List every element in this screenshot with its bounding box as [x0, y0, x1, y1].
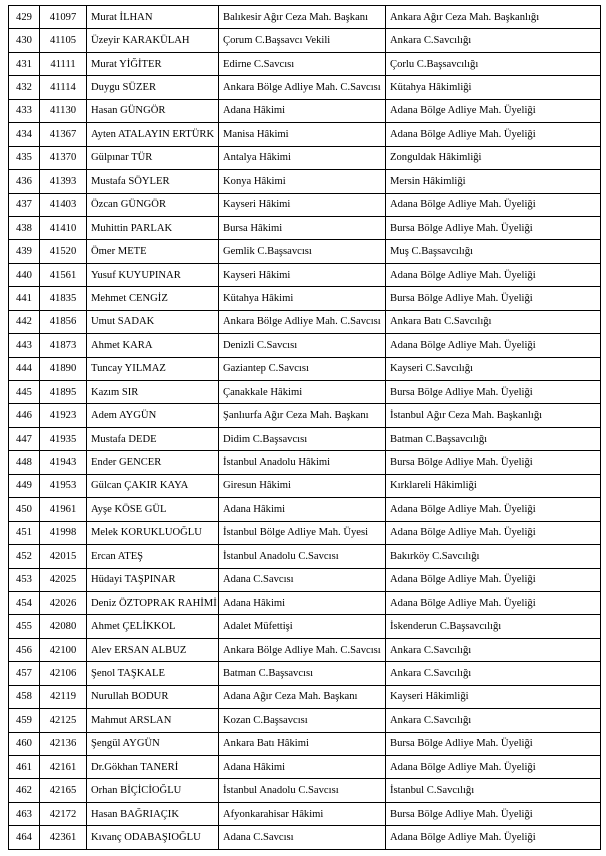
registry-number-cell: 42136 [40, 732, 87, 755]
table-row [9, 826, 601, 849]
new-position-cell: Zonguldak Hâkimliği [386, 146, 601, 169]
registry-number-cell: 42106 [40, 662, 87, 685]
row-number-cell: 433 [9, 99, 40, 122]
new-position-cell: Batman C.Başsavcılığı [386, 427, 601, 450]
registry-number-cell: 41890 [40, 357, 87, 380]
new-position-cell: Adana Bölge Adliye Mah. Üyeliği [386, 591, 601, 614]
table-row [9, 545, 601, 568]
person-name-cell: Ayşe KÖSE GÜL [87, 498, 219, 521]
registry-number-cell: 41367 [40, 123, 87, 146]
row-number-cell: 442 [9, 310, 40, 333]
table-row [9, 123, 601, 146]
registry-number-cell: 41935 [40, 427, 87, 450]
table-row [9, 498, 601, 521]
new-position-cell: Bursa Bölge Adliye Mah. Üyeliği [386, 802, 601, 825]
row-number-cell: 449 [9, 474, 40, 497]
new-position-cell: Adana Bölge Adliye Mah. Üyeliği [386, 334, 601, 357]
registry-number-cell: 42080 [40, 615, 87, 638]
current-position-cell: Adana Hâkimi [219, 591, 386, 614]
row-number-cell: 438 [9, 216, 40, 239]
table-row [9, 404, 601, 427]
registry-number-cell: 41895 [40, 381, 87, 404]
table-row [9, 357, 601, 380]
person-name-cell: Ömer METE [87, 240, 219, 263]
table-row [9, 451, 601, 474]
row-number-cell: 441 [9, 287, 40, 310]
person-name-cell: Melek KORUKLUOĞLU [87, 521, 219, 544]
row-number-cell: 436 [9, 170, 40, 193]
registry-number-cell: 41873 [40, 334, 87, 357]
registry-number-cell: 41998 [40, 521, 87, 544]
current-position-cell: Adana C.Savcısı [219, 568, 386, 591]
row-number-cell: 450 [9, 498, 40, 521]
person-name-cell: Kıvanç ODABAŞIOĞLU [87, 826, 219, 849]
new-position-cell: İstanbul C.Savcılığı [386, 779, 601, 802]
table-row [9, 146, 601, 169]
row-number-cell: 439 [9, 240, 40, 263]
registry-number-cell: 42361 [40, 826, 87, 849]
registry-number-cell: 42025 [40, 568, 87, 591]
current-position-cell: Adalet Müfettişi [219, 615, 386, 638]
person-name-cell: Mehmet CENGİZ [87, 287, 219, 310]
table-row [9, 52, 601, 75]
registry-number-cell: 41097 [40, 6, 87, 29]
new-position-cell: Çorlu C.Başsavcılığı [386, 52, 601, 75]
current-position-cell: İstanbul Anadolu C.Savcısı [219, 779, 386, 802]
registry-number-cell: 41393 [40, 170, 87, 193]
current-position-cell: Ankara Bölge Adliye Mah. C.Savcısı [219, 76, 386, 99]
registry-number-cell: 41370 [40, 146, 87, 169]
current-position-cell: Gemlik C.Başsavcısı [219, 240, 386, 263]
new-position-cell: Adana Bölge Adliye Mah. Üyeliği [386, 99, 601, 122]
new-position-cell: Muş C.Başsavcılığı [386, 240, 601, 263]
registry-number-cell: 41961 [40, 498, 87, 521]
registry-number-cell: 41403 [40, 193, 87, 216]
row-number-cell: 444 [9, 357, 40, 380]
registry-number-cell: 41105 [40, 29, 87, 52]
new-position-cell: Adana Bölge Adliye Mah. Üyeliği [386, 756, 601, 779]
current-position-cell: Kayseri Hâkimi [219, 193, 386, 216]
person-name-cell: Mustafa SÖYLER [87, 170, 219, 193]
row-number-cell: 456 [9, 638, 40, 661]
person-name-cell: Hüdayi TAŞPINAR [87, 568, 219, 591]
current-position-cell: Antalya Hâkimi [219, 146, 386, 169]
registry-number-cell: 41856 [40, 310, 87, 333]
row-number-cell: 457 [9, 662, 40, 685]
new-position-cell: Kırklareli Hâkimliği [386, 474, 601, 497]
current-position-cell: Adana Ağır Ceza Mah. Başkanı [219, 685, 386, 708]
current-position-cell: İstanbul Anadolu Hâkimi [219, 451, 386, 474]
row-number-cell: 434 [9, 123, 40, 146]
new-position-cell: Bursa Bölge Adliye Mah. Üyeliği [386, 287, 601, 310]
table-row [9, 638, 601, 661]
row-number-cell: 432 [9, 76, 40, 99]
row-number-cell: 455 [9, 615, 40, 638]
person-name-cell: Dr.Gökhan TANERİ [87, 756, 219, 779]
new-position-cell: Ankara Ağır Ceza Mah. Başkanlığı [386, 6, 601, 29]
current-position-cell: Çorum C.Başsavcı Vekili [219, 29, 386, 52]
row-number-cell: 435 [9, 146, 40, 169]
table-row [9, 615, 601, 638]
person-name-cell: Murat İLHAN [87, 6, 219, 29]
table-row [9, 334, 601, 357]
person-name-cell: Deniz ÖZTOPRAK RAHİMİ [87, 591, 219, 614]
row-number-cell: 464 [9, 826, 40, 849]
row-number-cell: 462 [9, 779, 40, 802]
current-position-cell: Denizli C.Savcısı [219, 334, 386, 357]
person-name-cell: Gülpınar TÜR [87, 146, 219, 169]
person-name-cell: Üzeyir KARAKÜLAH [87, 29, 219, 52]
new-position-cell: Adana Bölge Adliye Mah. Üyeliği [386, 123, 601, 146]
new-position-cell: Kayseri Hâkimliği [386, 685, 601, 708]
current-position-cell: Adana Hâkimi [219, 99, 386, 122]
new-position-cell: Ankara C.Savcılığı [386, 638, 601, 661]
new-position-cell: Adana Bölge Adliye Mah. Üyeliği [386, 193, 601, 216]
current-position-cell: Konya Hâkimi [219, 170, 386, 193]
new-position-cell: Ankara C.Savcılığı [386, 29, 601, 52]
current-position-cell: Çanakkale Hâkimi [219, 381, 386, 404]
person-name-cell: Mustafa DEDE [87, 427, 219, 450]
table-row [9, 568, 601, 591]
current-position-cell: Kütahya Hâkimi [219, 287, 386, 310]
table-row [9, 170, 601, 193]
person-name-cell: Mahmut ARSLAN [87, 709, 219, 732]
person-name-cell: Gülcan ÇAKIR KAYA [87, 474, 219, 497]
table-row [9, 193, 601, 216]
table-row [9, 685, 601, 708]
table-row [9, 76, 601, 99]
row-number-cell: 460 [9, 732, 40, 755]
new-position-cell: Bursa Bölge Adliye Mah. Üyeliği [386, 732, 601, 755]
person-name-cell: Orhan BİÇİCİOĞLU [87, 779, 219, 802]
person-name-cell: Alev ERSAN ALBUZ [87, 638, 219, 661]
row-number-cell: 430 [9, 29, 40, 52]
row-number-cell: 452 [9, 545, 40, 568]
current-position-cell: Edirne C.Savcısı [219, 52, 386, 75]
row-number-cell: 448 [9, 451, 40, 474]
registry-number-cell: 41410 [40, 216, 87, 239]
registry-number-cell: 41835 [40, 287, 87, 310]
new-position-cell: Kütahya Hâkimliği [386, 76, 601, 99]
new-position-cell: Bursa Bölge Adliye Mah. Üyeliği [386, 216, 601, 239]
table-row [9, 802, 601, 825]
table-row [9, 427, 601, 450]
current-position-cell: Balıkesir Ağır Ceza Mah. Başkanı [219, 6, 386, 29]
current-position-cell: Giresun Hâkimi [219, 474, 386, 497]
table-row [9, 756, 601, 779]
row-number-cell: 446 [9, 404, 40, 427]
current-position-cell: Ankara Bölge Adliye Mah. C.Savcısı [219, 310, 386, 333]
table-row [9, 216, 601, 239]
current-position-cell: Bursa Hâkimi [219, 216, 386, 239]
registry-number-cell: 41114 [40, 76, 87, 99]
current-position-cell: Ankara Bölge Adliye Mah. C.Savcısı [219, 638, 386, 661]
table-row [9, 709, 601, 732]
new-position-cell: Adana Bölge Adliye Mah. Üyeliği [386, 826, 601, 849]
table-row [9, 591, 601, 614]
row-number-cell: 431 [9, 52, 40, 75]
registry-number-cell: 42026 [40, 591, 87, 614]
row-number-cell: 459 [9, 709, 40, 732]
person-name-cell: Hasan GÜNGÖR [87, 99, 219, 122]
current-position-cell: Ankara Batı Hâkimi [219, 732, 386, 755]
table-row [9, 521, 601, 544]
registry-number-cell: 41520 [40, 240, 87, 263]
registry-number-cell: 42172 [40, 802, 87, 825]
current-position-cell: Kayseri Hâkimi [219, 263, 386, 286]
row-number-cell: 445 [9, 381, 40, 404]
registry-number-cell: 42119 [40, 685, 87, 708]
current-position-cell: Adana Hâkimi [219, 498, 386, 521]
new-position-cell: Adana Bölge Adliye Mah. Üyeliği [386, 568, 601, 591]
registry-number-cell: 41561 [40, 263, 87, 286]
person-name-cell: Nurullah BODUR [87, 685, 219, 708]
person-name-cell: Hasan BAĞRIAÇIK [87, 802, 219, 825]
table-row [9, 732, 601, 755]
registry-number-cell: 42161 [40, 756, 87, 779]
table-row [9, 99, 601, 122]
table-row [9, 29, 601, 52]
table-row [9, 381, 601, 404]
new-position-cell: Ankara C.Savcılığı [386, 662, 601, 685]
current-position-cell: Kozan C.Başsavcısı [219, 709, 386, 732]
row-number-cell: 443 [9, 334, 40, 357]
new-position-cell: Bursa Bölge Adliye Mah. Üyeliği [386, 381, 601, 404]
registry-number-cell: 41130 [40, 99, 87, 122]
current-position-cell: Gaziantep C.Savcısı [219, 357, 386, 380]
new-position-cell: Adana Bölge Adliye Mah. Üyeliği [386, 263, 601, 286]
appointment-table-body [9, 6, 601, 850]
table-row [9, 474, 601, 497]
registry-number-cell: 42015 [40, 545, 87, 568]
table-row [9, 240, 601, 263]
new-position-cell: Bursa Bölge Adliye Mah. Üyeliği [386, 451, 601, 474]
person-name-cell: Ayten ATALAYIN ERTÜRK [87, 123, 219, 146]
new-position-cell: İstanbul Ağır Ceza Mah. Başkanlığı [386, 404, 601, 427]
new-position-cell: Mersin Hâkimliği [386, 170, 601, 193]
new-position-cell: Ankara Batı C.Savcılığı [386, 310, 601, 333]
registry-number-cell: 42125 [40, 709, 87, 732]
table-row [9, 662, 601, 685]
table-row [9, 779, 601, 802]
current-position-cell: İstanbul Anadolu C.Savcısı [219, 545, 386, 568]
row-number-cell: 440 [9, 263, 40, 286]
person-name-cell: Tuncay YILMAZ [87, 357, 219, 380]
registry-number-cell: 42165 [40, 779, 87, 802]
registry-number-cell: 41111 [40, 52, 87, 75]
row-number-cell: 461 [9, 756, 40, 779]
row-number-cell: 447 [9, 427, 40, 450]
person-name-cell: Adem AYGÜN [87, 404, 219, 427]
person-name-cell: Özcan GÜNGÖR [87, 193, 219, 216]
person-name-cell: Murat YİĞİTER [87, 52, 219, 75]
row-number-cell: 429 [9, 6, 40, 29]
row-number-cell: 453 [9, 568, 40, 591]
person-name-cell: Şengül AYGÜN [87, 732, 219, 755]
new-position-cell: Adana Bölge Adliye Mah. Üyeliği [386, 521, 601, 544]
current-position-cell: Manisa Hâkimi [219, 123, 386, 146]
person-name-cell: Muhittin PARLAK [87, 216, 219, 239]
row-number-cell: 454 [9, 591, 40, 614]
new-position-cell: Bakırköy C.Savcılığı [386, 545, 601, 568]
new-position-cell: İskenderun C.Başsavcılığı [386, 615, 601, 638]
person-name-cell: Kazım SIR [87, 381, 219, 404]
person-name-cell: Ender GENCER [87, 451, 219, 474]
row-number-cell: 463 [9, 802, 40, 825]
current-position-cell: Şanlıurfa Ağır Ceza Mah. Başkanı [219, 404, 386, 427]
person-name-cell: Ahmet KARA [87, 334, 219, 357]
registry-number-cell: 41923 [40, 404, 87, 427]
current-position-cell: Adana C.Savcısı [219, 826, 386, 849]
appointment-list-page [8, 5, 600, 850]
current-position-cell: Adana Hâkimi [219, 756, 386, 779]
table-row [9, 263, 601, 286]
table-row [9, 6, 601, 29]
person-name-cell: Ercan ATEŞ [87, 545, 219, 568]
table-row [9, 287, 601, 310]
new-position-cell: Kayseri C.Savcılığı [386, 357, 601, 380]
registry-number-cell: 41953 [40, 474, 87, 497]
table-row [9, 310, 601, 333]
current-position-cell: Afyonkarahisar Hâkimi [219, 802, 386, 825]
person-name-cell: Yusuf KUYUPINAR [87, 263, 219, 286]
row-number-cell: 458 [9, 685, 40, 708]
new-position-cell: Ankara C.Savcılığı [386, 709, 601, 732]
person-name-cell: Şenol TAŞKALE [87, 662, 219, 685]
registry-number-cell: 42100 [40, 638, 87, 661]
new-position-cell: Adana Bölge Adliye Mah. Üyeliği [386, 498, 601, 521]
registry-number-cell: 41943 [40, 451, 87, 474]
appointment-table [8, 5, 601, 850]
current-position-cell: İstanbul Bölge Adliye Mah. Üyesi [219, 521, 386, 544]
current-position-cell: Batman C.Başsavcısı [219, 662, 386, 685]
current-position-cell: Didim C.Başsavcısı [219, 427, 386, 450]
row-number-cell: 437 [9, 193, 40, 216]
person-name-cell: Umut SADAK [87, 310, 219, 333]
person-name-cell: Ahmet ÇELİKKOL [87, 615, 219, 638]
row-number-cell: 451 [9, 521, 40, 544]
person-name-cell: Duygu SÜZER [87, 76, 219, 99]
